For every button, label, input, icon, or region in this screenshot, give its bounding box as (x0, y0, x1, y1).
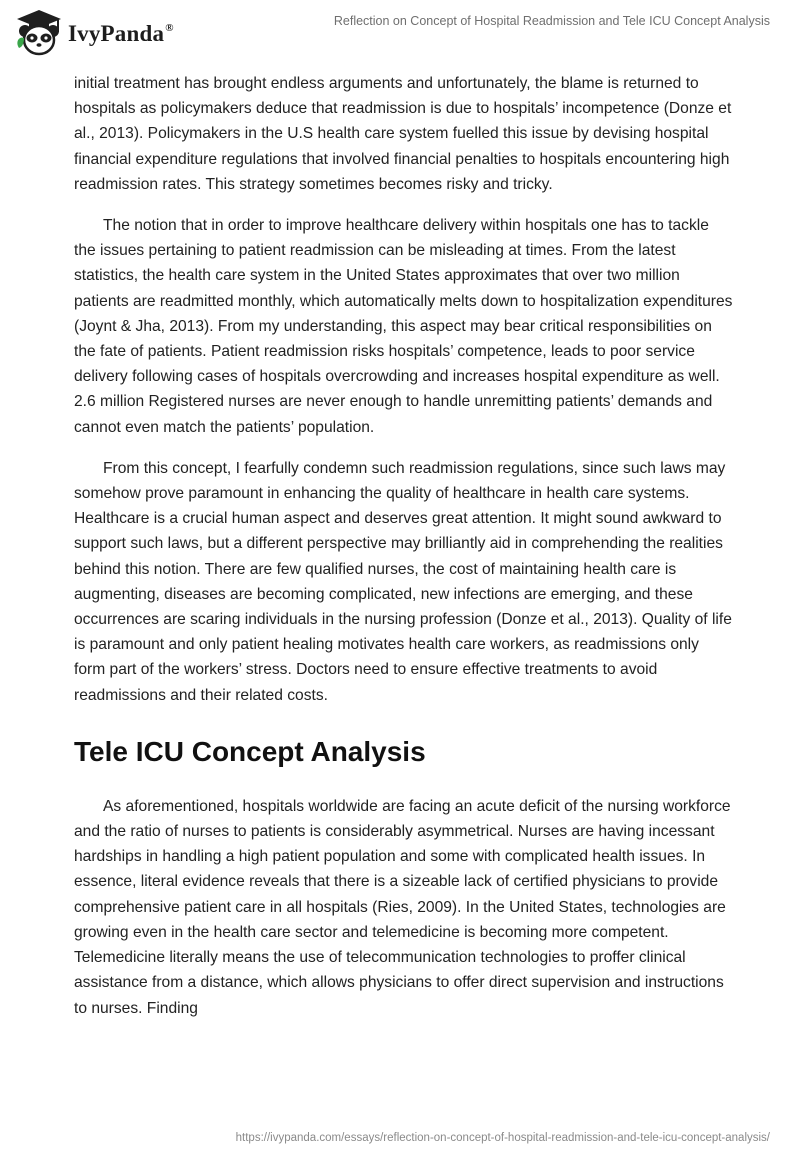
paragraph: As aforementioned, hospitals worldwide are facing an acute deficit of the nursing workforce and the ratio of nurses to patients is considerably asymmetrical. Nurses are having incessant hardships in handling a high patient population and some with complicated health issues. In essence, literal evidence reveals that there is a sizeable lack of certified physicians to provide comprehensive patient care in all hospitals (Ries, 2009). In the United States, technologies are growing even in the health care sector and telemedicine is becoming more competent. Telemedicine literally means the use of telecommunication technologies to proffer clinical assistance from a distance, which allows physicians to offer direct supervision and instructions to nurses. Finding (74, 797, 731, 1017)
paragraph: The notion that in order to improve healthcare delivery within hospitals one has to tackle the issues pertaining to patient readmission can be misleading at times. From the latest statistics, the health care system in the United States approximates that over two million patients are readmitted monthly, which automatically melts down to hospitalization expenditures (Joynt & Jha, 2013). From my understanding, this aspect may bear critical responsibilities on the fate of patients. Patient readmission risks hospitals’ competence, leads to poor service delivery following cases of hospitals overcrowding and increases hospital expenditure as well. 2.6 million Registered nurses are never enough to handle unremitting patients’ demands and cannot even match the patients’ population. (74, 217, 733, 436)
paragraph: initial treatment has brought endless arguments and unfortunately, the blame is returned to hospitals as policymakers deduce that readmission is due to hospitals’ incompetence (Donze et al., 2013). Policymakers in the U.S health care system fuelled this issue by devising hospital financial expenditure regulations that involved financial penalties to hospitals encountering high readmission rates. This strategy sometimes becomes risky and tricky. (74, 75, 732, 193)
paragraph: From this concept, I fearfully condemn such readmission regulations, since such laws may somehow prove paramount in enhancing the quality of healthcare in health care systems. Healthcare is a crucial human aspect and deserves great attention. It might sound awkward to support such laws, but a different perspective may brilliantly aid in comprehending the realities behind this notion. There are few qualified nurses, the cost of maintaining health care is augmenting, diseases are becoming complicated, new infections are emerging, and these occurrences are scaring individuals in the nursing profession (Donze et al., 2013). Quality of life is paramount and only patient healing motivates health care workers, as readmissions only form part of the workers’ stress. Doctors need to ensure effective treatments to avoid readmissions and their related costs. (74, 459, 732, 704)
essay-content (74, 71, 734, 1037)
source-url[interactable]: https://ivypanda.com/essays/reflection-on-concept-of-hospital-readmission-and-tele-icu-concept-analysis/ (235, 1132, 770, 1144)
document-title: Reflection on Concept of Hospital Readmission and Tele ICU Concept Analysis (333, 14, 770, 28)
panda-graduate-icon (14, 8, 64, 58)
brand-name: IvyPanda® (68, 21, 174, 46)
page-header (0, 0, 800, 72)
brand-logo[interactable] (14, 8, 174, 58)
section-heading: Tele ICU Concept Analysis (74, 735, 426, 767)
